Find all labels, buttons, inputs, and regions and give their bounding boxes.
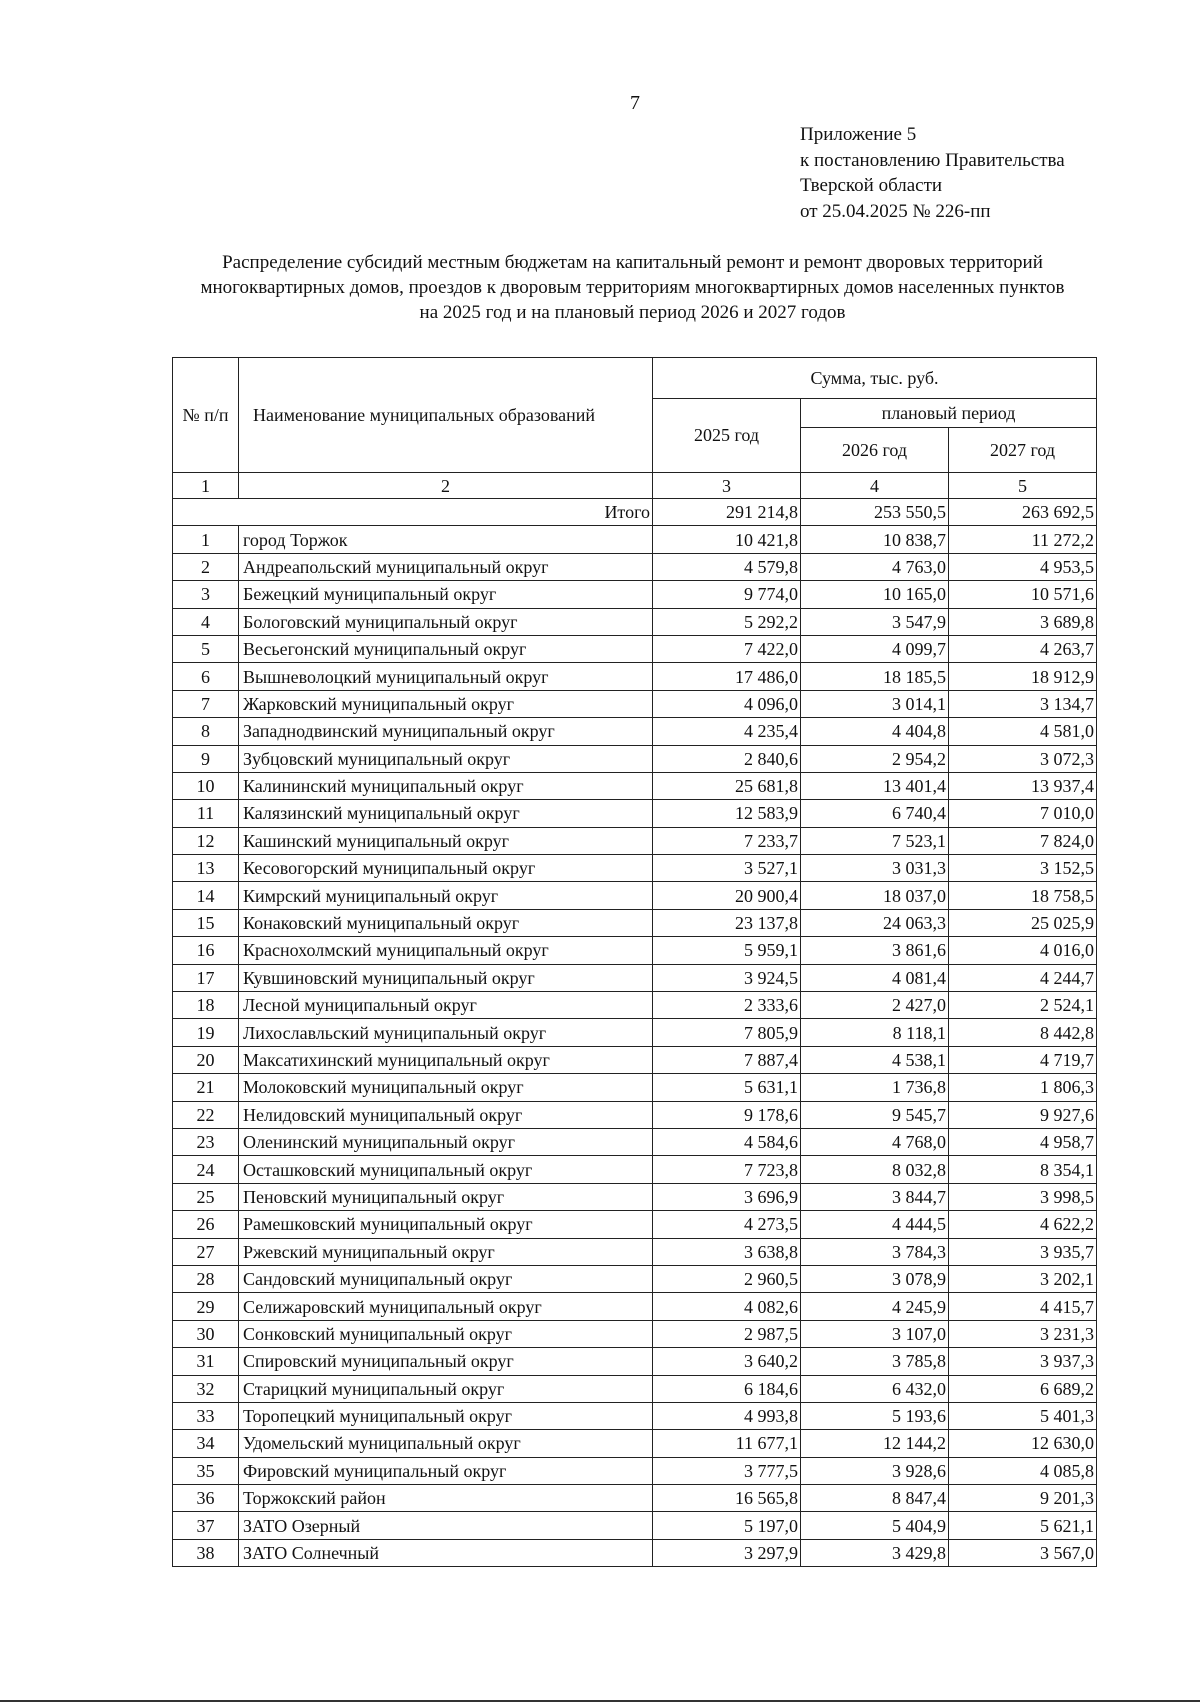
row-number: 24	[173, 1156, 239, 1183]
value-2025: 3 297,9	[653, 1539, 801, 1566]
header-sum: Сумма, тыс. руб.	[653, 358, 1097, 399]
municipality-name: Фировский муниципальный округ	[239, 1457, 653, 1484]
row-number: 28	[173, 1265, 239, 1292]
value-2026: 4 081,4	[801, 964, 949, 991]
value-2026: 4 245,9	[801, 1293, 949, 1320]
row-number: 5	[173, 635, 239, 662]
value-2025: 3 638,8	[653, 1238, 801, 1265]
value-2027: 4 085,8	[949, 1457, 1097, 1484]
table-row	[173, 882, 1097, 909]
value-2025: 7 887,4	[653, 1046, 801, 1073]
municipality-name: Сандовский муниципальный округ	[239, 1265, 653, 1292]
municipality-name: ЗАТО Солнечный	[239, 1539, 653, 1566]
value-2027: 3 998,5	[949, 1183, 1097, 1210]
value-2027: 4 953,5	[949, 553, 1097, 580]
value-2025: 3 696,9	[653, 1183, 801, 1210]
value-2027: 8 354,1	[949, 1156, 1097, 1183]
total-2025: 291 214,8	[653, 499, 801, 526]
table-row	[173, 1293, 1097, 1320]
value-2025: 3 924,5	[653, 964, 801, 991]
row-number: 18	[173, 992, 239, 1019]
column-number: 2	[239, 473, 653, 499]
municipality-name: Краснохолмский муниципальный округ	[239, 937, 653, 964]
value-2025: 9 178,6	[653, 1101, 801, 1128]
row-number: 37	[173, 1512, 239, 1539]
value-2026: 4 099,7	[801, 635, 949, 662]
scan-edge-line	[0, 1700, 1200, 1702]
value-2026: 5 193,6	[801, 1402, 949, 1429]
header-no-label: № п/п	[182, 405, 229, 425]
value-2025: 7 723,8	[653, 1156, 801, 1183]
row-number: 2	[173, 553, 239, 580]
municipality-name: Жарковский муниципальный округ	[239, 690, 653, 717]
table-row	[173, 1074, 1097, 1101]
value-2026: 3 031,3	[801, 855, 949, 882]
title-line: на 2025 год и на плановый период 2026 и 2027 годов	[419, 302, 846, 323]
value-2025: 4 579,8	[653, 553, 801, 580]
value-2025: 4 096,0	[653, 690, 801, 717]
value-2026: 8 032,8	[801, 1156, 949, 1183]
value-2026: 3 928,6	[801, 1457, 949, 1484]
value-2027: 4 719,7	[949, 1046, 1097, 1073]
municipality-name: Торопецкий муниципальный округ	[239, 1402, 653, 1429]
header-2026: 2026 год	[801, 428, 949, 473]
value-2027: 4 415,7	[949, 1293, 1097, 1320]
value-2026: 3 429,8	[801, 1539, 949, 1566]
value-2026: 3 547,9	[801, 608, 949, 635]
row-number: 12	[173, 827, 239, 854]
value-2026: 7 523,1	[801, 827, 949, 854]
row-number: 3	[173, 581, 239, 608]
value-2027: 2 524,1	[949, 992, 1097, 1019]
value-2026: 4 768,0	[801, 1128, 949, 1155]
municipality-name: Весьегонский муниципальный округ	[239, 635, 653, 662]
row-number: 7	[173, 690, 239, 717]
value-2025: 4 584,6	[653, 1128, 801, 1155]
row-number: 15	[173, 909, 239, 936]
value-2027: 3 935,7	[949, 1238, 1097, 1265]
row-number: 11	[173, 800, 239, 827]
value-2025: 7 233,7	[653, 827, 801, 854]
table-row	[173, 1430, 1097, 1457]
appendix-line: от 25.04.2025 № 226-пп	[800, 200, 991, 222]
value-2027: 12 630,0	[949, 1430, 1097, 1457]
row-number: 16	[173, 937, 239, 964]
table-row	[173, 1512, 1097, 1539]
value-2027: 18 912,9	[949, 663, 1097, 690]
column-number: 3	[653, 473, 801, 499]
row-number: 34	[173, 1430, 239, 1457]
value-2025: 9 774,0	[653, 581, 801, 608]
value-2026: 13 401,4	[801, 772, 949, 799]
row-number: 9	[173, 745, 239, 772]
row-number: 35	[173, 1457, 239, 1484]
row-number: 25	[173, 1183, 239, 1210]
total-2027: 263 692,5	[949, 499, 1097, 526]
row-number: 32	[173, 1375, 239, 1402]
municipality-name: Западнодвинский муниципальный округ	[239, 718, 653, 745]
value-2026: 4 444,5	[801, 1211, 949, 1238]
table-row	[173, 992, 1097, 1019]
row-number: 38	[173, 1539, 239, 1566]
row-number: 36	[173, 1485, 239, 1512]
value-2027: 3 567,0	[949, 1539, 1097, 1566]
value-2025: 20 900,4	[653, 882, 801, 909]
value-2026: 3 014,1	[801, 690, 949, 717]
table-row	[173, 964, 1097, 991]
table-row	[173, 1183, 1097, 1210]
table-row	[173, 1101, 1097, 1128]
municipality-name: Калининский муниципальный округ	[239, 772, 653, 799]
value-2026: 4 538,1	[801, 1046, 949, 1073]
value-2027: 6 689,2	[949, 1375, 1097, 1402]
row-number: 19	[173, 1019, 239, 1046]
table-row	[173, 1485, 1097, 1512]
column-number: 4	[801, 473, 949, 499]
municipality-name: Молоковский муниципальный округ	[239, 1074, 653, 1101]
municipality-name: Бологовский муниципальный округ	[239, 608, 653, 635]
row-number: 10	[173, 772, 239, 799]
row-number: 33	[173, 1402, 239, 1429]
header-name: Наименование муниципальных образований	[239, 358, 653, 473]
municipality-name: Удомельский муниципальный округ	[239, 1430, 653, 1457]
value-2026: 3 785,8	[801, 1348, 949, 1375]
table-row	[173, 1402, 1097, 1429]
document-title	[150, 250, 1115, 325]
row-number: 1	[173, 526, 239, 553]
value-2027: 9 201,3	[949, 1485, 1097, 1512]
header-no	[173, 358, 239, 473]
value-2025: 3 527,1	[653, 855, 801, 882]
value-2027: 10 571,6	[949, 581, 1097, 608]
table-row	[173, 581, 1097, 608]
municipality-name: Конаковский муниципальный округ	[239, 909, 653, 936]
row-number: 13	[173, 855, 239, 882]
column-number-row	[173, 473, 1097, 499]
value-2025: 2 960,5	[653, 1265, 801, 1292]
table-row	[173, 663, 1097, 690]
value-2025: 2 333,6	[653, 992, 801, 1019]
value-2027: 18 758,5	[949, 882, 1097, 909]
value-2025: 25 681,8	[653, 772, 801, 799]
page-number: 7	[630, 92, 640, 114]
value-2025: 12 583,9	[653, 800, 801, 827]
header-planned-period: плановый период	[801, 399, 1097, 428]
value-2025: 5 959,1	[653, 937, 801, 964]
total-label: Итого	[173, 499, 653, 526]
value-2025: 4 235,4	[653, 718, 801, 745]
value-2025: 3 640,2	[653, 1348, 801, 1375]
column-number: 1	[173, 473, 239, 499]
municipality-name: Калязинский муниципальный округ	[239, 800, 653, 827]
table-row	[173, 800, 1097, 827]
row-number: 31	[173, 1348, 239, 1375]
table-row	[173, 772, 1097, 799]
header-2025: 2025 год	[653, 399, 801, 473]
value-2027: 5 621,1	[949, 1512, 1097, 1539]
subsidy-table	[172, 357, 1097, 1567]
value-2026: 3 784,3	[801, 1238, 949, 1265]
value-2026: 1 736,8	[801, 1074, 949, 1101]
municipality-name: Лихославльский муниципальный округ	[239, 1019, 653, 1046]
total-row	[173, 499, 1097, 526]
municipality-name: Кимрский муниципальный округ	[239, 882, 653, 909]
table-row	[173, 1348, 1097, 1375]
table-row	[173, 855, 1097, 882]
municipality-name: ЗАТО Озерный	[239, 1512, 653, 1539]
municipality-name: Рамешковский муниципальный округ	[239, 1211, 653, 1238]
value-2026: 18 037,0	[801, 882, 949, 909]
municipality-name: Осташковский муниципальный округ	[239, 1156, 653, 1183]
value-2027: 13 937,4	[949, 772, 1097, 799]
value-2027: 11 272,2	[949, 526, 1097, 553]
table-row	[173, 1019, 1097, 1046]
table-row	[173, 1539, 1097, 1566]
value-2027: 4 016,0	[949, 937, 1097, 964]
row-number: 17	[173, 964, 239, 991]
municipality-name: Лесной муниципальный округ	[239, 992, 653, 1019]
municipality-name: Кесовогорский муниципальный округ	[239, 855, 653, 882]
value-2027: 4 263,7	[949, 635, 1097, 662]
value-2025: 4 993,8	[653, 1402, 801, 1429]
value-2026: 6 432,0	[801, 1375, 949, 1402]
value-2027: 4 622,2	[949, 1211, 1097, 1238]
municipality-name: Сонковский муниципальный округ	[239, 1320, 653, 1347]
header-2027: 2027 год	[949, 428, 1097, 473]
value-2025: 3 777,5	[653, 1457, 801, 1484]
municipality-name: Пеновский муниципальный округ	[239, 1183, 653, 1210]
value-2025: 11 677,1	[653, 1430, 801, 1457]
value-2027: 8 442,8	[949, 1019, 1097, 1046]
municipality-name: город Торжок	[239, 526, 653, 553]
value-2026: 10 165,0	[801, 581, 949, 608]
value-2026: 8 847,4	[801, 1485, 949, 1512]
value-2027: 3 202,1	[949, 1265, 1097, 1292]
value-2027: 3 231,3	[949, 1320, 1097, 1347]
municipality-name: Бежецкий муниципальный округ	[239, 581, 653, 608]
value-2027: 3 134,7	[949, 690, 1097, 717]
table-row	[173, 745, 1097, 772]
table-row	[173, 1128, 1097, 1155]
value-2026: 4 763,0	[801, 553, 949, 580]
value-2025: 10 421,8	[653, 526, 801, 553]
municipality-name: Кувшиновский муниципальный округ	[239, 964, 653, 991]
value-2027: 5 401,3	[949, 1402, 1097, 1429]
municipality-name: Андреапольский муниципальный округ	[239, 553, 653, 580]
value-2026: 9 545,7	[801, 1101, 949, 1128]
value-2025: 5 631,1	[653, 1074, 801, 1101]
appendix-line: Тверской области	[800, 175, 943, 196]
table-row	[173, 1457, 1097, 1484]
column-number: 5	[949, 473, 1097, 499]
value-2026: 4 404,8	[801, 718, 949, 745]
value-2026: 12 144,2	[801, 1430, 949, 1457]
municipality-name: Максатихинский муниципальный округ	[239, 1046, 653, 1073]
value-2025: 6 184,6	[653, 1375, 801, 1402]
value-2025: 23 137,8	[653, 909, 801, 936]
row-number: 23	[173, 1128, 239, 1155]
value-2026: 2 427,0	[801, 992, 949, 1019]
row-number: 8	[173, 718, 239, 745]
row-number: 20	[173, 1046, 239, 1073]
municipality-name: Торжокский район	[239, 1485, 653, 1512]
value-2025: 2 840,6	[653, 745, 801, 772]
row-number: 14	[173, 882, 239, 909]
title-line: Распределение субсидий местным бюджетам на капитальный ремонт и ремонт дворовых территорий	[222, 252, 1043, 273]
value-2027: 4 581,0	[949, 718, 1097, 745]
municipality-name: Оленинский муниципальный округ	[239, 1128, 653, 1155]
table-row	[173, 1156, 1097, 1183]
value-2025: 7 805,9	[653, 1019, 801, 1046]
total-2026: 253 550,5	[801, 499, 949, 526]
table-row	[173, 526, 1097, 553]
value-2027: 25 025,9	[949, 909, 1097, 936]
table-row	[173, 1375, 1097, 1402]
table-row	[173, 608, 1097, 635]
table-row	[173, 1046, 1097, 1073]
appendix-block	[800, 122, 1065, 224]
value-2026: 10 838,7	[801, 526, 949, 553]
value-2025: 4 082,6	[653, 1293, 801, 1320]
municipality-name: Нелидовский муниципальный округ	[239, 1101, 653, 1128]
municipality-name: Селижаровский муниципальный округ	[239, 1293, 653, 1320]
table-row	[173, 827, 1097, 854]
table-row	[173, 937, 1097, 964]
table-row	[173, 1211, 1097, 1238]
value-2026: 8 118,1	[801, 1019, 949, 1046]
value-2027: 7 824,0	[949, 827, 1097, 854]
value-2026: 18 185,5	[801, 663, 949, 690]
municipality-name: Ржевский муниципальный округ	[239, 1238, 653, 1265]
table-row	[173, 1265, 1097, 1292]
value-2027: 4 958,7	[949, 1128, 1097, 1155]
table-row	[173, 1320, 1097, 1347]
row-number: 6	[173, 663, 239, 690]
value-2027: 7 010,0	[949, 800, 1097, 827]
value-2026: 3 078,9	[801, 1265, 949, 1292]
row-number: 29	[173, 1293, 239, 1320]
value-2027: 3 937,3	[949, 1348, 1097, 1375]
table-row	[173, 635, 1097, 662]
value-2026: 3 844,7	[801, 1183, 949, 1210]
value-2026: 5 404,9	[801, 1512, 949, 1539]
title-line: многоквартирных домов, проездов к дворовым территориям многоквартирных домов населенных пунктов	[200, 277, 1065, 298]
row-number: 4	[173, 608, 239, 635]
row-number: 27	[173, 1238, 239, 1265]
municipality-name: Кашинский муниципальный округ	[239, 827, 653, 854]
value-2027: 1 806,3	[949, 1074, 1097, 1101]
appendix-line: Приложение 5	[800, 124, 917, 145]
row-number: 22	[173, 1101, 239, 1128]
row-number: 26	[173, 1211, 239, 1238]
value-2027: 3 152,5	[949, 855, 1097, 882]
value-2025: 7 422,0	[653, 635, 801, 662]
value-2026: 24 063,3	[801, 909, 949, 936]
municipality-name: Вышневолоцкий муниципальный округ	[239, 663, 653, 690]
value-2025: 5 197,0	[653, 1512, 801, 1539]
table-row	[173, 909, 1097, 936]
value-2026: 3 107,0	[801, 1320, 949, 1347]
value-2027: 3 689,8	[949, 608, 1097, 635]
value-2025: 16 565,8	[653, 1485, 801, 1512]
value-2027: 9 927,6	[949, 1101, 1097, 1128]
value-2025: 2 987,5	[653, 1320, 801, 1347]
row-number: 30	[173, 1320, 239, 1347]
row-number: 21	[173, 1074, 239, 1101]
value-2025: 17 486,0	[653, 663, 801, 690]
municipality-name: Зубцовский муниципальный округ	[239, 745, 653, 772]
table-row	[173, 690, 1097, 717]
appendix-line: к постановлению Правительства	[800, 149, 1065, 171]
value-2025: 5 292,2	[653, 608, 801, 635]
municipality-name: Старицкий муниципальный округ	[239, 1375, 653, 1402]
value-2025: 4 273,5	[653, 1211, 801, 1238]
table-row	[173, 1238, 1097, 1265]
table-row	[173, 553, 1097, 580]
value-2027: 4 244,7	[949, 964, 1097, 991]
municipality-name: Спировский муниципальный округ	[239, 1348, 653, 1375]
value-2026: 6 740,4	[801, 800, 949, 827]
table-row	[173, 718, 1097, 745]
value-2026: 2 954,2	[801, 745, 949, 772]
value-2027: 3 072,3	[949, 745, 1097, 772]
value-2026: 3 861,6	[801, 937, 949, 964]
